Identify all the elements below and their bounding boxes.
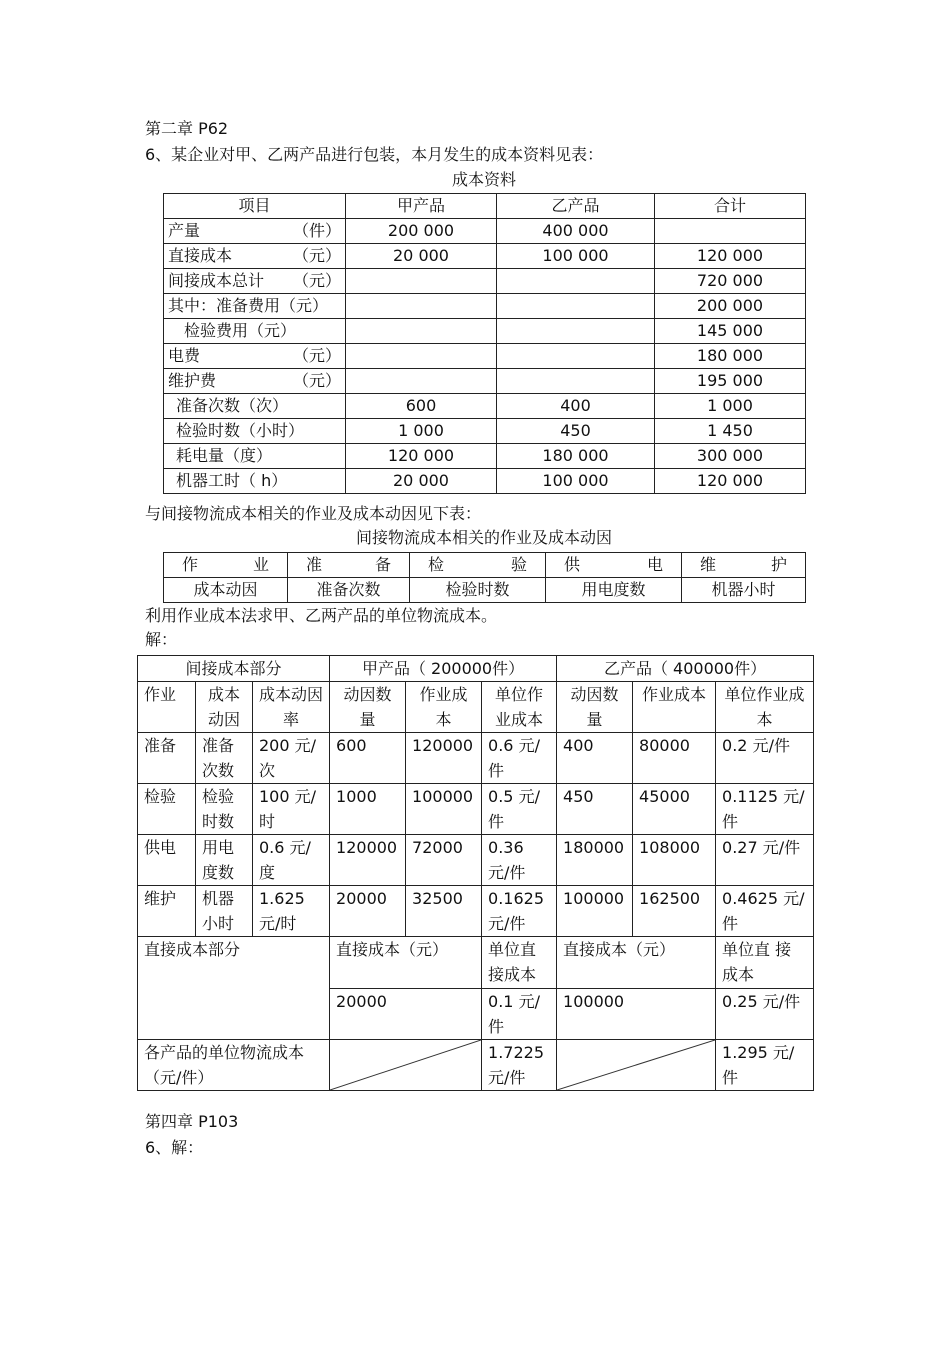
- driver-cell: 准备次数: [288, 578, 410, 603]
- table-row: [138, 886, 814, 937]
- total-unit-cost-b: 1.295 元/件: [716, 1040, 814, 1091]
- driver-rate: 1.625 元/时: [253, 886, 330, 937]
- cost-driver: 机器小时: [196, 886, 253, 937]
- sub-header: 动因数量: [557, 682, 633, 733]
- value-product-b: 400 000: [497, 219, 655, 244]
- unit-direct-cost-b: 0.25 元/件: [716, 989, 814, 1040]
- sub-header: 作业成本: [406, 682, 482, 733]
- header-total: 合计: [655, 194, 806, 219]
- total-label: 各产品的单位物流成本（元/件）: [138, 1040, 330, 1091]
- value-product-b: [497, 269, 655, 294]
- group-header-indirect: 间接成本部分: [138, 656, 330, 682]
- value-product-b: 100 000: [497, 469, 655, 494]
- activity-rows: [138, 733, 814, 937]
- row-label-cell: [164, 244, 346, 269]
- row-label: 电费: [168, 346, 201, 365]
- row-label: 产量: [168, 221, 201, 240]
- value-product-a: [346, 344, 497, 369]
- table-row: [164, 319, 806, 344]
- value-total: 720 000: [655, 269, 806, 294]
- value-product-a: [346, 369, 497, 394]
- row-label-cell: [164, 344, 346, 369]
- solution-label: 解：: [145, 630, 178, 649]
- value-product-b: [497, 319, 655, 344]
- value-product-b: [497, 369, 655, 394]
- row-label-cell: [164, 369, 346, 394]
- header-char: 作: [182, 555, 199, 574]
- row-label-cell: [164, 269, 346, 294]
- chapter-heading: 第二章 P62: [145, 119, 229, 138]
- diagonal-line: [557, 1040, 715, 1090]
- driver-rate: 0.6 元/度: [253, 835, 330, 886]
- table-row: [138, 835, 814, 886]
- sub-header: 成本动因率: [253, 682, 330, 733]
- header-product-b: 乙产品: [497, 194, 655, 219]
- table-row: [164, 269, 806, 294]
- row-label: 间接成本总计: [168, 271, 265, 290]
- diagonal-cell-a: [330, 1040, 482, 1091]
- value-product-a: 1 000: [346, 419, 497, 444]
- value-total: 180 000: [655, 344, 806, 369]
- table-row: [164, 294, 806, 319]
- value-product-b: [497, 344, 655, 369]
- diagonal-line: [330, 1040, 481, 1090]
- cost-driver: 用电度数: [196, 835, 253, 886]
- direct-cost-b: 100000: [557, 989, 716, 1040]
- problem-statement: 6、某企业对甲、乙两产品进行包装，本月发生的成本资料见表：: [145, 145, 604, 164]
- activity-cost-b: 162500: [633, 886, 716, 937]
- driver-qty-b: 450: [557, 784, 633, 835]
- driver-rate: 200 元/次: [253, 733, 330, 784]
- value-total: 1 450: [655, 419, 806, 444]
- unit-activity-cost-a: 0.6 元/件: [482, 733, 557, 784]
- driver-qty-a: 120000: [330, 835, 406, 886]
- driver-qty-b: 100000: [557, 886, 633, 937]
- driver-cell: 检验时数: [410, 578, 546, 603]
- direct-cost-header-a: 直接成本（元）: [330, 937, 482, 989]
- driver-cell: 机器小时: [682, 578, 806, 603]
- activity-cost-b: 80000: [633, 733, 716, 784]
- table1-title: 成本资料: [451, 170, 516, 189]
- row-label: 准备次数（次）: [164, 394, 346, 419]
- header-char: 供: [564, 555, 581, 574]
- value-total: 200 000: [655, 294, 806, 319]
- row-label: 其中：准备费用（元）: [164, 294, 346, 319]
- sub-header: 动因数量: [330, 682, 406, 733]
- row-unit: （元）: [292, 271, 341, 290]
- row-unit: （件）: [292, 221, 341, 240]
- direct-cost-a: 20000: [330, 989, 482, 1040]
- table-row: [164, 244, 806, 269]
- value-product-a: [346, 319, 497, 344]
- row-label: 检验时数（小时）: [164, 419, 346, 444]
- cost-data-table-body: [164, 194, 806, 494]
- row-label: 机器工时（ h）: [164, 469, 346, 494]
- value-product-a: [346, 294, 497, 319]
- value-total: 300 000: [655, 444, 806, 469]
- value-product-a: 20 000: [346, 244, 497, 269]
- total-row: [138, 1040, 814, 1091]
- value-product-a: 200 000: [346, 219, 497, 244]
- table-row: [164, 219, 806, 244]
- header-item: 项目: [164, 194, 346, 219]
- unit-activity-cost-b: 0.27 元/件: [716, 835, 814, 886]
- sub-header: 作业成本: [633, 682, 716, 733]
- row-unit: （元）: [292, 371, 341, 390]
- row-label-cell: [164, 219, 346, 244]
- driver-cell: 成本动因: [164, 578, 288, 603]
- table-row: [164, 444, 806, 469]
- header-char: 业: [252, 555, 269, 574]
- cost-driver: 准备次数: [196, 733, 253, 784]
- value-product-a: [346, 269, 497, 294]
- driver-cell: 用电度数: [546, 578, 682, 603]
- group-header-product-a: 甲产品（ 200000件）: [330, 656, 557, 682]
- header-char: 准: [306, 555, 323, 574]
- value-total: 195 000: [655, 369, 806, 394]
- solution-table: [137, 655, 814, 1091]
- unit-direct-header-b: 单位直 接成本: [716, 937, 814, 989]
- header-char: 护: [770, 555, 787, 574]
- driver-qty-a: 600: [330, 733, 406, 784]
- table-row: [164, 419, 806, 444]
- header-char: 备: [374, 555, 391, 574]
- activity-name: 维护: [138, 886, 196, 937]
- activity-driver-table: [163, 552, 806, 603]
- total-unit-cost-a: 1.7225 元/件: [482, 1040, 557, 1091]
- row-label: 检验费用（元）: [164, 319, 346, 344]
- sub-header: 单位作业成本: [482, 682, 557, 733]
- value-product-a: 120 000: [346, 444, 497, 469]
- value-product-b: [497, 294, 655, 319]
- sub-header: 单位作业成本: [716, 682, 814, 733]
- unit-activity-cost-a: 0.36 元/件: [482, 835, 557, 886]
- activity-cost-a: 120000: [406, 733, 482, 784]
- row-label: 维护费: [168, 371, 217, 390]
- table2-title: 间接物流成本相关的作业及成本动因: [355, 528, 612, 547]
- value-product-a: 20 000: [346, 469, 497, 494]
- sub-header: 作业: [138, 682, 196, 733]
- activity-name: 准备: [138, 733, 196, 784]
- driver-qty-b: 400: [557, 733, 633, 784]
- table-row: [164, 394, 806, 419]
- unit-activity-cost-a: 0.1625 元/件: [482, 886, 557, 937]
- cost-driver: 检验时数: [196, 784, 253, 835]
- unit-direct-header-a: 单位直接成本: [482, 937, 557, 989]
- direct-cost-label: 直接成本部分: [138, 937, 330, 1040]
- value-total: [655, 219, 806, 244]
- chapter4-solution: 6、解：: [145, 1138, 204, 1157]
- header-char: 检: [428, 555, 445, 574]
- table-row: [164, 578, 806, 603]
- table-row: [164, 344, 806, 369]
- driver-qty-a: 1000: [330, 784, 406, 835]
- sub-header: 成本动因: [196, 682, 253, 733]
- unit-direct-cost-a: 0.1 元/件: [482, 989, 557, 1040]
- value-total: 120 000: [655, 469, 806, 494]
- value-product-b: 100 000: [497, 244, 655, 269]
- table-row: [138, 784, 814, 835]
- diagonal-cell-b: [557, 1040, 716, 1091]
- value-product-b: 180 000: [497, 444, 655, 469]
- table-header-row: [164, 194, 806, 219]
- intro-activities: 与间接物流成本相关的作业及成本动因见下表：: [145, 504, 482, 523]
- value-product-b: 450: [497, 419, 655, 444]
- group-header-row: [138, 656, 814, 682]
- activity-cost-a: 100000: [406, 784, 482, 835]
- header-char: 验: [510, 555, 527, 574]
- activity-cost-a: 72000: [406, 835, 482, 886]
- value-total: 145 000: [655, 319, 806, 344]
- direct-cost-header-b: 直接成本（元）: [557, 937, 716, 989]
- value-total: 1 000: [655, 394, 806, 419]
- activity-cost-b: 45000: [633, 784, 716, 835]
- activity-cost-b: 108000: [633, 835, 716, 886]
- table-row: [138, 733, 814, 784]
- row-label: 耗电量（度）: [164, 444, 346, 469]
- table-row: [164, 369, 806, 394]
- table-row: [164, 469, 806, 494]
- unit-activity-cost-b: 0.2 元/件: [716, 733, 814, 784]
- unit-activity-cost-a: 0.5 元/件: [482, 784, 557, 835]
- activity-name: 供电: [138, 835, 196, 886]
- driver-qty-a: 20000: [330, 886, 406, 937]
- sub-header-row: [138, 682, 814, 733]
- driver-rate: 100 元/时: [253, 784, 330, 835]
- header-char: 电: [646, 555, 663, 574]
- unit-activity-cost-b: 0.4625 元/件: [716, 886, 814, 937]
- row-unit: （元）: [292, 246, 341, 265]
- header-char: 维: [700, 555, 717, 574]
- table-header-row: [164, 553, 806, 578]
- value-total: 120 000: [655, 244, 806, 269]
- row-unit: （元）: [292, 346, 341, 365]
- group-header-product-b: 乙产品（ 400000件）: [557, 656, 814, 682]
- cost-data-table: [163, 193, 806, 494]
- direct-cost-header-row: [138, 937, 814, 989]
- row-label: 直接成本: [168, 246, 233, 265]
- header-product-a: 甲产品: [346, 194, 497, 219]
- question-text: 利用作业成本法求甲、乙两产品的单位物流成本。: [145, 606, 498, 625]
- value-product-b: 400: [497, 394, 655, 419]
- unit-activity-cost-b: 0.1125 元/件: [716, 784, 814, 835]
- driver-qty-b: 180000: [557, 835, 633, 886]
- activity-name: 检验: [138, 784, 196, 835]
- value-product-a: 600: [346, 394, 497, 419]
- activity-cost-a: 32500: [406, 886, 482, 937]
- chapter4-heading: 第四章 P103: [145, 1112, 239, 1131]
